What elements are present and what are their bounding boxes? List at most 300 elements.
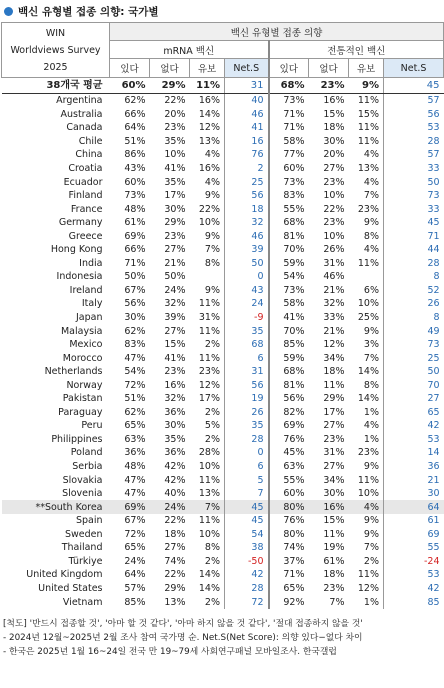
net-score-cell: 42	[384, 582, 444, 596]
value-cell: 22%	[323, 203, 345, 215]
value-cell: 18%	[323, 122, 345, 134]
value-cell: 14%	[357, 393, 379, 405]
value-cell: 35%	[164, 176, 186, 188]
country-cell: France	[70, 203, 103, 215]
table-row	[2, 351, 444, 365]
value-cell: 27%	[323, 163, 345, 174]
net-score-cell: 0	[225, 446, 269, 460]
results-table	[1, 22, 444, 609]
value-cell: 6%	[363, 284, 379, 296]
value-cell: 23%	[357, 447, 379, 459]
win-header-line: 2025	[43, 61, 68, 73]
net-score-cell: -50	[225, 555, 269, 569]
value-cell: 10%	[164, 149, 186, 161]
value-cell: 4%	[204, 176, 220, 188]
country-cell: Finland	[68, 190, 103, 202]
table-row	[2, 419, 444, 433]
value-cell: 13%	[198, 488, 220, 500]
net-score-cell: 5	[225, 473, 269, 487]
value-cell: 69%	[110, 500, 150, 514]
net-score-cell: 39	[225, 243, 269, 257]
value-cell: 77%	[269, 148, 309, 162]
col-header-net: Net.S	[225, 59, 269, 78]
win-header-line: Worldviews Survey	[10, 44, 101, 56]
value-cell: 73%	[269, 284, 309, 298]
value-cell: 71%	[269, 108, 309, 122]
value-cell: 67%	[124, 515, 146, 527]
win-header	[2, 23, 110, 78]
value-cell: 16%	[309, 500, 349, 514]
value-cell: 9%	[363, 515, 379, 527]
country-cell: 38개국 평균	[2, 78, 110, 94]
net-score-cell: 73	[384, 189, 444, 203]
country-cell: Italy	[81, 298, 103, 310]
country-cell: Canada	[66, 122, 103, 134]
net-score-cell: 36	[384, 460, 444, 474]
value-cell: 41%	[164, 352, 186, 364]
value-cell: 35%	[164, 433, 186, 445]
value-cell: 7%	[363, 352, 379, 364]
table-row	[2, 243, 444, 257]
value-cell: 76%	[269, 514, 309, 528]
net-score-cell: 6	[225, 351, 269, 365]
table-row	[2, 568, 444, 582]
value-cell: 4%	[349, 500, 384, 514]
net-score-cell: 21	[384, 473, 444, 487]
value-cell: 8%	[363, 379, 379, 391]
value-cell: 16%	[198, 95, 220, 107]
table-row	[2, 555, 444, 569]
value-cell: 41%	[269, 311, 309, 325]
table-row	[2, 487, 444, 501]
net-score-cell: 68	[225, 338, 269, 352]
country-cell: Germany	[58, 217, 103, 229]
country-cell: Greece	[68, 230, 103, 242]
net-score-cell: 35	[225, 324, 269, 338]
net-score-cell: 44	[384, 243, 444, 257]
value-cell: 11%	[198, 474, 220, 486]
country-cell: Poland	[70, 447, 103, 459]
value-cell: 12%	[357, 582, 379, 594]
value-cell: 2%	[204, 555, 220, 567]
value-cell: 11%	[198, 298, 220, 310]
value-cell: 50%	[164, 271, 186, 283]
value-cell: 69%	[269, 419, 309, 433]
value-cell: 72%	[124, 379, 146, 391]
table-row	[2, 582, 444, 596]
value-cell: 43%	[124, 163, 146, 174]
value-cell: 11%	[190, 78, 225, 94]
value-cell: 82%	[269, 406, 309, 420]
net-score-cell: 45	[225, 514, 269, 528]
value-cell: 55%	[269, 473, 309, 487]
value-cell: 81%	[269, 229, 309, 243]
footnote: - 한국은 2025년 1월 16~24일 전국 만 19~79세 사회연구패널 모바일조사. 한국갤럽	[3, 646, 337, 657]
value-cell: 85%	[124, 596, 146, 608]
net-score-cell: 6	[225, 460, 269, 474]
value-cell: 24%	[124, 555, 146, 567]
value-cell: 74%	[164, 555, 186, 567]
value-cell: 27%	[164, 542, 186, 554]
value-cell: 63%	[124, 433, 146, 445]
value-cell: 71%	[269, 568, 309, 582]
net-score-cell: 54	[225, 528, 269, 542]
net-score-cell: 28	[225, 433, 269, 447]
table-row	[2, 595, 444, 609]
col-header: 유보	[349, 59, 384, 78]
value-cell: 19%	[323, 542, 345, 554]
net-score-cell: 49	[384, 324, 444, 338]
value-cell: 80%	[269, 528, 309, 542]
value-cell: 58%	[269, 135, 309, 149]
value-cell: 8%	[363, 230, 379, 242]
value-cell: 33%	[323, 312, 345, 324]
country-cell: United States	[38, 582, 103, 594]
country-cell: India	[79, 257, 103, 269]
value-cell: 41%	[164, 163, 186, 174]
value-cell: 11%	[198, 515, 220, 527]
net-score-cell: 26	[384, 297, 444, 311]
col-header: 없다	[150, 59, 190, 78]
country-cell: Pakistan	[62, 393, 103, 405]
table-row	[2, 514, 444, 528]
value-cell: 21%	[164, 257, 186, 269]
table-row	[2, 216, 444, 230]
value-cell: 24%	[164, 284, 186, 296]
value-cell: 22%	[198, 203, 220, 215]
country-cell: Slovenia	[62, 488, 103, 500]
value-cell: 23%	[164, 122, 186, 134]
table-row	[2, 94, 444, 108]
net-score-cell: 85	[384, 595, 444, 609]
value-cell: 8%	[204, 257, 220, 269]
value-cell: 15%	[323, 108, 345, 120]
net-score-cell: 57	[384, 148, 444, 162]
table-row	[2, 406, 444, 420]
net-score-cell: 31	[225, 78, 269, 94]
value-cell: 60%	[124, 176, 146, 188]
value-cell: 32%	[323, 298, 345, 310]
value-cell: 27%	[323, 420, 345, 432]
table-row	[2, 528, 444, 542]
value-cell: 64%	[124, 122, 146, 134]
value-cell: 21%	[323, 284, 345, 296]
value-cell: 8%	[204, 542, 220, 554]
country-cell: Netherlands	[44, 366, 103, 378]
value-cell: 34%	[323, 474, 345, 486]
net-score-cell: 7	[225, 487, 269, 501]
col-header: 없다	[309, 59, 349, 78]
value-cell: 11%	[357, 95, 379, 107]
value-cell	[190, 270, 225, 284]
net-score-cell: 0	[225, 270, 269, 284]
value-cell: 39%	[164, 312, 186, 324]
value-cell: 7%	[204, 244, 220, 256]
country-cell: Serbia	[72, 461, 103, 473]
net-score-cell: 42	[225, 568, 269, 582]
value-cell: 32%	[164, 298, 186, 310]
value-cell: 9%	[363, 325, 379, 337]
value-cell: 36%	[124, 447, 146, 459]
value-cell: 3%	[363, 339, 379, 351]
value-cell: 47%	[124, 474, 146, 486]
value-cell: 34%	[323, 352, 345, 364]
net-score-cell: 16	[225, 135, 269, 149]
value-cell: 18%	[323, 569, 345, 581]
value-cell: 66%	[124, 244, 146, 256]
value-cell: 40%	[164, 488, 186, 500]
value-cell: 16%	[198, 163, 220, 174]
value-cell: 29%	[150, 78, 190, 94]
value-cell: 1%	[363, 433, 379, 445]
value-cell: 29%	[164, 582, 186, 594]
value-cell: 4%	[363, 420, 379, 432]
value-cell: 61%	[124, 217, 146, 229]
value-cell: 25%	[357, 312, 379, 324]
country-cell: Chile	[78, 135, 103, 147]
net-score-cell: 2	[225, 162, 269, 176]
value-cell: 73%	[269, 94, 309, 108]
value-cell: 23%	[309, 78, 349, 94]
country-cell: Peru	[81, 420, 103, 432]
value-cell: 11%	[357, 569, 379, 581]
value-cell: 65%	[124, 542, 146, 554]
table-row	[2, 189, 444, 203]
value-cell: 2%	[204, 406, 220, 418]
country-cell: Slovakia	[62, 474, 103, 486]
value-cell: 23%	[323, 582, 345, 594]
net-score-cell: 76	[225, 148, 269, 162]
value-cell: 74%	[269, 541, 309, 555]
value-cell: 21%	[323, 325, 345, 337]
group-header: 백신 유형별 접종 의향	[110, 23, 444, 41]
table-row	[2, 257, 444, 271]
value-cell: 81%	[269, 378, 309, 392]
table-row	[2, 284, 444, 298]
net-score-cell: 24	[225, 297, 269, 311]
country-cell: Australia	[60, 108, 103, 120]
value-cell: 10%	[357, 488, 379, 500]
value-cell: 62%	[124, 325, 146, 337]
mrna-header: mRNA 백신	[110, 41, 269, 59]
value-cell: 56%	[124, 298, 146, 310]
net-score-cell: 8	[384, 270, 444, 284]
value-cell: 24%	[150, 500, 190, 514]
net-score-cell: 41	[225, 121, 269, 135]
value-cell: 13%	[357, 163, 379, 174]
value-cell: 14%	[198, 108, 220, 120]
value-cell: 11%	[198, 325, 220, 337]
value-cell: 15%	[164, 339, 186, 351]
country-cell: Vietnam	[62, 596, 103, 608]
value-cell: 26%	[323, 244, 345, 256]
table-row	[2, 135, 444, 149]
net-score-cell: 50	[225, 257, 269, 271]
country-cell: Hong Kong	[50, 244, 103, 256]
net-score-cell: 33	[384, 202, 444, 216]
value-cell: 61%	[323, 555, 345, 567]
value-cell: 37%	[269, 555, 309, 569]
value-cell: 15%	[323, 515, 345, 527]
value-cell: 1%	[363, 596, 379, 608]
value-cell: 11%	[323, 528, 345, 540]
net-score-cell: 46	[225, 108, 269, 122]
table-row	[2, 311, 444, 325]
value-cell: 69%	[124, 230, 146, 242]
col-header: 있다	[110, 59, 150, 78]
value-cell: 27%	[323, 461, 345, 473]
net-score-cell: 45	[225, 500, 269, 514]
country-cell: Croatia	[68, 163, 103, 174]
value-cell: 12%	[198, 379, 220, 391]
value-cell: 70%	[269, 243, 309, 257]
value-cell: 85%	[269, 338, 309, 352]
value-cell: 71%	[124, 257, 146, 269]
net-score-cell: 57	[384, 94, 444, 108]
value-cell: 58%	[269, 297, 309, 311]
value-cell: 64%	[124, 569, 146, 581]
net-score-cell: 52	[384, 284, 444, 298]
net-score-cell: 50	[384, 365, 444, 379]
value-cell: 4%	[363, 149, 379, 161]
value-cell: 4%	[363, 244, 379, 256]
table-row	[2, 365, 444, 379]
net-score-cell: 43	[225, 284, 269, 298]
country-cell: China	[75, 149, 103, 161]
footnote: [척도] '반드시 접종할 것', '아마 할 것 같다', '아마 하지 않을 것 같다', '절대 접종하지 않을 것'	[3, 618, 363, 629]
table-row	[2, 162, 444, 176]
value-cell: 60%	[269, 487, 309, 501]
net-score-cell: 61	[384, 514, 444, 528]
net-score-cell: 71	[384, 229, 444, 243]
table-row	[2, 297, 444, 311]
net-score-cell: 53	[384, 568, 444, 582]
value-cell: 68%	[269, 216, 309, 230]
footnote: - 2024년 12월~2025년 2월 조사 참여 국가명 순. Net.S(Net Score): 의향 있다−없다 차이	[3, 632, 363, 643]
value-cell: 10%	[198, 461, 220, 473]
value-cell: 60%	[110, 78, 150, 94]
value-cell: 27%	[164, 244, 186, 256]
country-cell: Argentina	[56, 95, 103, 107]
value-cell: 17%	[164, 190, 186, 202]
value-cell: 51%	[124, 393, 146, 405]
country-cell: **South Korea	[2, 500, 110, 514]
net-score-cell: 65	[384, 406, 444, 420]
value-cell: 14%	[357, 366, 379, 378]
value-cell: 11%	[357, 474, 379, 486]
col-header-net: Net.S	[384, 59, 444, 78]
value-cell: 7%	[329, 596, 345, 608]
value-cell: 47%	[124, 488, 146, 500]
net-score-cell: -24	[384, 555, 444, 569]
value-cell: 30%	[323, 135, 345, 147]
net-score-cell: 14	[384, 446, 444, 460]
net-score-cell: 31	[225, 365, 269, 379]
value-cell: 11%	[323, 379, 345, 391]
value-cell: 71%	[269, 121, 309, 135]
value-cell: 12%	[198, 122, 220, 134]
value-cell: 46%	[323, 271, 345, 283]
value-cell: 63%	[269, 460, 309, 474]
value-cell: 27%	[164, 325, 186, 337]
value-cell: 17%	[198, 393, 220, 405]
table-row	[2, 175, 444, 189]
net-score-cell: -9	[225, 311, 269, 325]
net-score-cell: 73	[384, 338, 444, 352]
table-row	[2, 324, 444, 338]
value-cell: 50%	[124, 271, 146, 283]
value-cell: 7%	[190, 500, 225, 514]
value-cell: 59%	[269, 257, 309, 271]
table-row	[2, 148, 444, 162]
value-cell: 15%	[357, 108, 379, 120]
net-score-cell: 56	[225, 378, 269, 392]
value-cell: 10%	[198, 217, 220, 229]
value-cell: 45%	[269, 446, 309, 460]
value-cell: 30%	[124, 312, 146, 324]
country-cell: Philippines	[51, 433, 103, 445]
value-cell: 68%	[269, 78, 309, 94]
value-cell: 70%	[269, 324, 309, 338]
value-cell: 20%	[323, 149, 345, 161]
country-cell: Spain	[75, 515, 103, 527]
net-score-cell: 32	[225, 216, 269, 230]
value-cell: 62%	[124, 95, 146, 107]
table-row	[2, 392, 444, 406]
value-cell: 57%	[124, 582, 146, 594]
table-row	[2, 378, 444, 392]
country-cell: Mexico	[69, 339, 103, 351]
value-cell: 67%	[124, 284, 146, 296]
value-cell: 48%	[124, 461, 146, 473]
value-cell: 5%	[204, 420, 220, 432]
table-row	[2, 500, 444, 514]
value-cell: 31%	[323, 447, 345, 459]
value-cell: 62%	[124, 406, 146, 418]
win-header-line: WIN	[45, 27, 66, 39]
value-cell: 36%	[164, 447, 186, 459]
value-cell: 48%	[124, 203, 146, 215]
value-cell: 2%	[204, 339, 220, 351]
net-score-cell: 38	[225, 541, 269, 555]
net-score-cell: 53	[384, 121, 444, 135]
value-cell: 68%	[269, 365, 309, 379]
net-score-cell: 8	[384, 311, 444, 325]
net-score-cell: 18	[225, 202, 269, 216]
value-cell: 30%	[323, 488, 345, 500]
value-cell: 28%	[198, 447, 220, 459]
value-cell: 66%	[124, 108, 146, 120]
footnotes	[0, 617, 444, 659]
value-cell: 42%	[164, 474, 186, 486]
value-cell: 31%	[198, 312, 220, 324]
value-cell: 18%	[164, 528, 186, 540]
value-cell: 16%	[323, 95, 345, 107]
net-score-cell: 30	[384, 487, 444, 501]
net-score-cell: 42	[384, 419, 444, 433]
value-cell: 54%	[124, 366, 146, 378]
value-cell: 17%	[323, 406, 345, 418]
net-score-cell: 25	[225, 175, 269, 189]
value-cell: 51%	[124, 135, 146, 147]
value-cell: 65%	[124, 420, 146, 432]
value-cell: 11%	[357, 135, 379, 147]
country-cell: Malaysia	[60, 325, 103, 337]
value-cell: 83%	[124, 339, 146, 351]
table-row	[2, 541, 444, 555]
net-score-cell: 45	[384, 78, 444, 94]
value-cell: 9%	[204, 284, 220, 296]
